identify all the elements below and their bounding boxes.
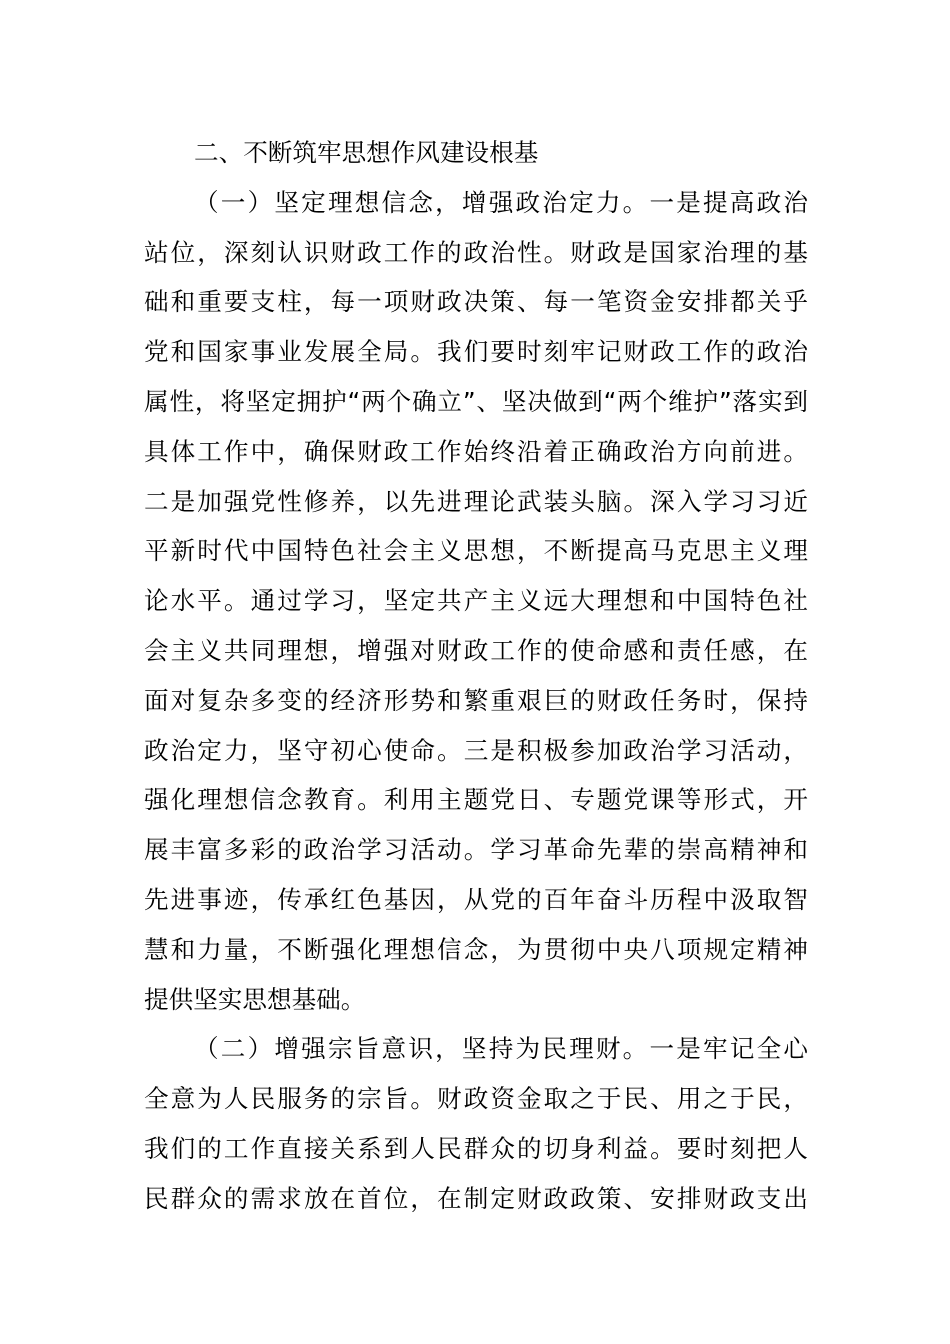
- paragraph-line: 先进事迹，传承红色基因，从党的百年奋斗历程中汲取智: [144, 884, 808, 914]
- paragraph-line: 党和国家事业发展全局。我们要时刻牢记财政工作的政治: [144, 337, 808, 367]
- document-body: [144, 128, 808, 1224]
- paragraph-line: 平新时代中国特色社会主义思想，不断提高马克思主义理: [144, 536, 808, 566]
- paragraph-line: 提供坚实思想基础。: [144, 984, 366, 1014]
- paragraph-line: 民群众的需求放在首位，在制定财政政策、安排财政支出: [144, 1183, 808, 1213]
- paragraph-line: 展丰富多彩的政治学习活动。学习革命先辈的崇高精神和: [144, 835, 808, 865]
- paragraph-line: 属性，将坚定拥护“两个确立”、坚决做到“两个维护”落实到: [144, 386, 808, 416]
- paragraph-line: 我们的工作直接关系到人民群众的切身利益。要时刻把人: [144, 1133, 808, 1163]
- paragraph-line: 政治定力，坚守初心使命。三是积极参加政治学习活动，: [144, 735, 808, 765]
- paragraph-line: 二是加强党性修养，以先进理论武装头脑。深入学习习近: [144, 486, 808, 516]
- paragraph-line: 强化理想信念教育。利用主题党日、专题党课等形式，开: [144, 785, 808, 815]
- paragraph-line: 全意为人民服务的宗旨。财政资金取之于民、用之于民，: [144, 1084, 808, 1114]
- paragraph-line: 慧和力量，不断强化理想信念，为贯彻中央八项规定精神: [144, 934, 808, 964]
- paragraph-line: 面对复杂多变的经济形势和繁重艰巨的财政任务时，保持: [144, 685, 808, 715]
- paragraph-line: （一）坚定理想信念，增强政治定力。一是提高政治: [194, 187, 808, 217]
- paragraph-line: 站位，深刻认识财政工作的政治性。财政是国家治理的基: [144, 237, 808, 267]
- section-heading: 二、不断筑牢思想作风建设根基: [194, 138, 539, 167]
- paragraph-line: （二）增强宗旨意识，坚持为民理财。一是牢记全心: [194, 1034, 808, 1064]
- paragraph-line: 会主义共同理想，增强对财政工作的使命感和责任感，在: [144, 635, 808, 665]
- paragraph-line: 论水平。通过学习，坚定共产主义远大理想和中国特色社: [144, 586, 808, 616]
- paragraph-line: 具体工作中，确保财政工作始终沿着正确政治方向前进。: [144, 436, 808, 466]
- paragraph-line: 础和重要支柱，每一项财政决策、每一笔资金安排都关乎: [144, 287, 808, 317]
